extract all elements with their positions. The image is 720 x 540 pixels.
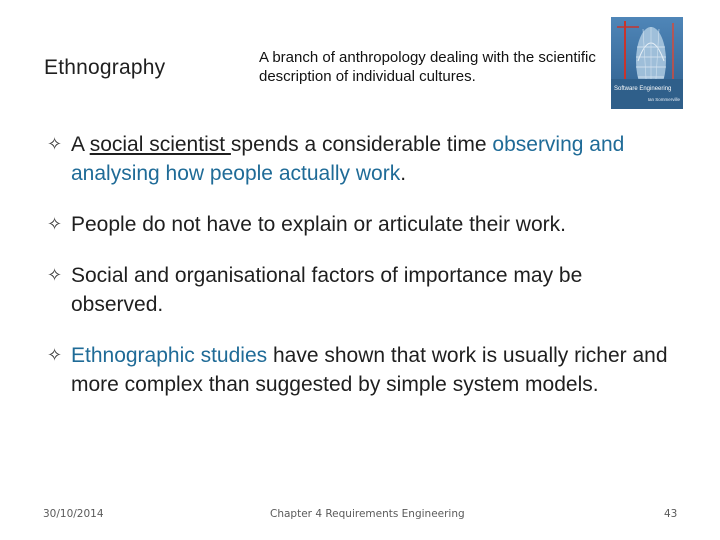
book-cover-author: Ian Sommerville	[647, 97, 680, 102]
bullet-marker-icon: ✧	[47, 134, 63, 155]
bullet-text: have shown that work is usually richer and more complex than suggested by simple system models.	[71, 344, 668, 396]
footer-chapter: Chapter 4 Requirements Engineering	[270, 508, 465, 520]
slide-subtitle: A branch of anthropology dealing with the scientific description of individual cultures.	[259, 49, 596, 85]
bullet-text: spends a considerable time	[230, 133, 493, 156]
footer-date: 30/10/2014	[43, 508, 104, 520]
bullet-text: Social and organisational factors of importance may be observed.	[71, 264, 583, 316]
footer-page-number: 43	[664, 508, 678, 520]
slide-title: Ethnography	[44, 56, 166, 79]
bullet-marker-icon: ✧	[47, 265, 63, 286]
bullet-text: People do not have to explain or articulate their work.	[71, 213, 566, 236]
bullet-text: .	[400, 162, 407, 185]
bullet-marker-icon: ✧	[47, 345, 63, 366]
bullet-item	[47, 341, 677, 399]
bullet-underlined-text: social scientist	[89, 133, 231, 156]
bullet-item	[47, 130, 677, 188]
bullet-text: A	[71, 133, 90, 156]
book-cover-image	[611, 17, 683, 109]
book-cover-title: Software Engineering	[614, 86, 672, 92]
bullet-marker-icon: ✧	[47, 214, 63, 235]
bullet-highlight-text: observing and analysing how people actually work	[71, 133, 625, 185]
bullet-list	[47, 130, 677, 421]
bullet-highlight-text: Ethnographic studies	[71, 344, 268, 367]
bullet-item	[47, 210, 677, 239]
building-illustration	[611, 17, 683, 109]
bullet-item	[47, 261, 677, 319]
